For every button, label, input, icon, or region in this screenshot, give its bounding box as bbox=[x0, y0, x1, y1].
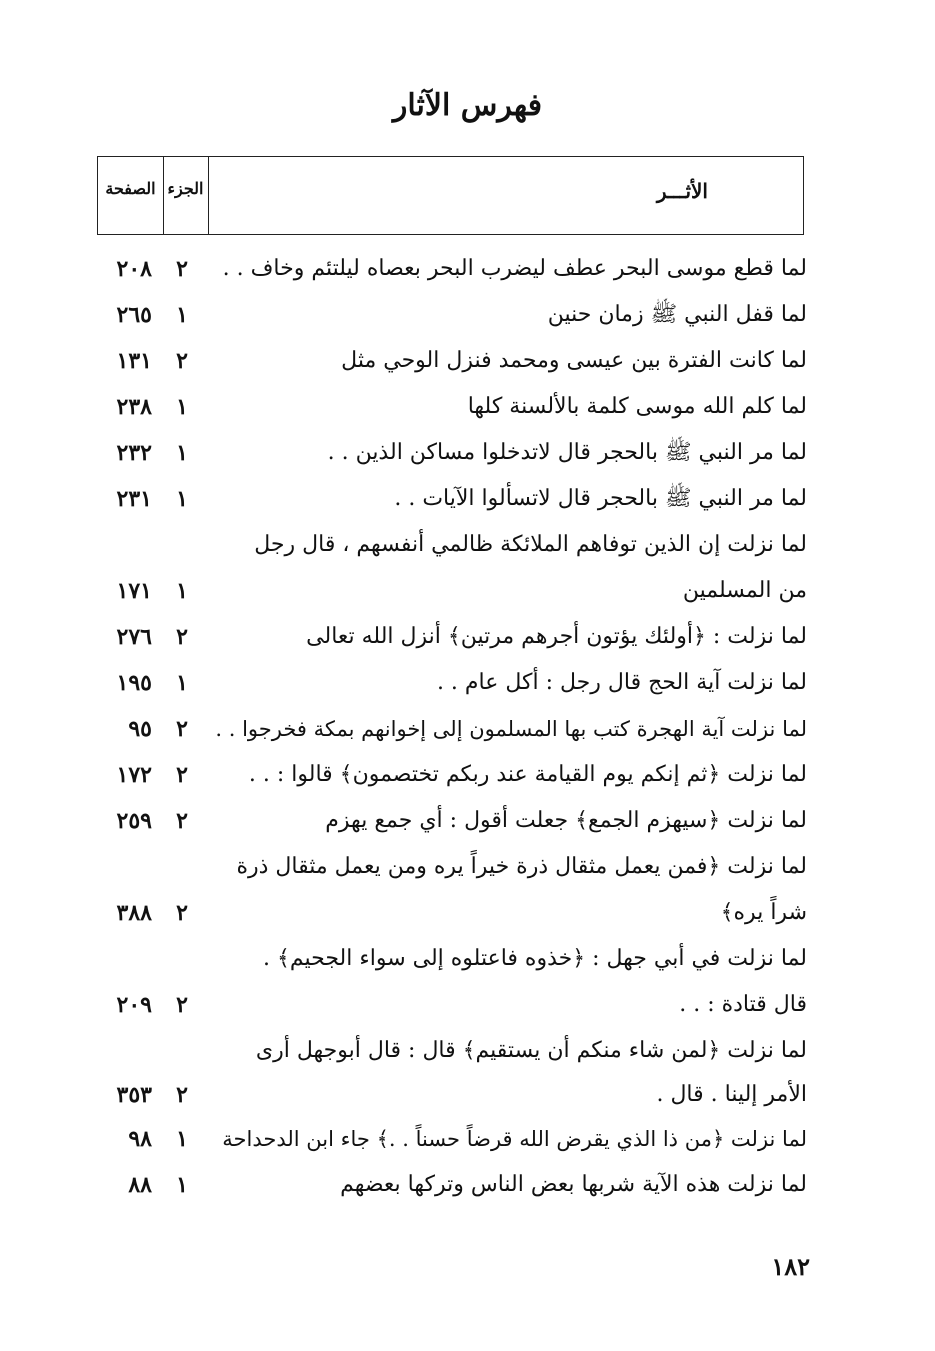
entry-volume: ١ bbox=[176, 1126, 188, 1152]
entry-page: ٢٣٨ bbox=[116, 394, 152, 420]
entry-text-continued: شراً يره﴾ bbox=[720, 900, 807, 925]
header-narration: الأثـــر bbox=[656, 179, 708, 203]
entry-page: ٣٨٨ bbox=[116, 900, 152, 926]
entry-text: لما نزلت آية الهجرة كتب بها المسلمون إلى إخوانهم بمكة فخرجوا . . bbox=[215, 717, 807, 741]
entry-page: ٨٨ bbox=[128, 1172, 152, 1198]
entry-volume: ٢ bbox=[176, 348, 188, 374]
header-page: الصفحة bbox=[105, 179, 156, 198]
entry-volume: ٢ bbox=[176, 1082, 188, 1108]
entry-volume: ٢ bbox=[176, 256, 188, 282]
header-volume: الجزء bbox=[167, 179, 204, 198]
entry-volume: ٢ bbox=[176, 900, 188, 926]
entry-volume: ٢ bbox=[176, 762, 188, 788]
entry-page: ٢٣١ bbox=[116, 486, 152, 512]
table-header bbox=[97, 156, 804, 235]
entry-text: لما قفل النبي ﷺ زمان حنين bbox=[547, 302, 807, 327]
entry-text: لما نزلت ﴿من ذا الذي يقرض الله قرضاً حسناً . .﴾ جاء ابن الدحداحة bbox=[222, 1127, 807, 1151]
entry-volume: ١ bbox=[176, 1172, 188, 1198]
entry-text: لما نزلت ﴿لمن شاء منكم أن يستقيم﴾ قال : قال أبوجهل أرى bbox=[255, 1038, 807, 1063]
entry-volume: ٢ bbox=[176, 808, 188, 834]
entry-volume: ١ bbox=[176, 394, 188, 420]
entry-text: لما مر النبي ﷺ بالحجر قال لاتدخلوا مساكن الذين . . bbox=[327, 440, 807, 465]
page-number: ١٨٢ bbox=[771, 1252, 810, 1281]
entry-volume: ١ bbox=[176, 302, 188, 328]
entry-page: ٩٥ bbox=[128, 716, 152, 742]
entry-text: لما مر النبي ﷺ بالحجر قال لاتسألوا الآيات . . bbox=[394, 486, 807, 511]
entry-page: ٩٨ bbox=[128, 1126, 152, 1152]
entry-page: ١٩٥ bbox=[116, 670, 152, 696]
entry-text: لما نزلت ﴿سيهزم الجمع﴾ جعلت أقول : أي جمع يهزم bbox=[325, 808, 807, 833]
entry-page: ٢٠٩ bbox=[116, 992, 152, 1018]
entry-page: ١٣١ bbox=[116, 348, 152, 374]
entry-text: لما نزلت ﴿فمن يعمل مثقال ذرة خيراً يره ومن يعمل مثقال ذرة bbox=[236, 854, 807, 879]
entry-page: ٢٦٥ bbox=[116, 302, 152, 328]
entry-volume: ١ bbox=[176, 486, 188, 512]
entry-page: ٢٠٨ bbox=[116, 256, 152, 282]
column-divider bbox=[208, 157, 209, 234]
entry-page: ١٧٢ bbox=[116, 762, 152, 788]
entry-volume: ١ bbox=[176, 670, 188, 696]
entry-page: ٢٧٦ bbox=[116, 624, 152, 650]
entry-volume: ١ bbox=[176, 578, 188, 604]
entry-text: لما نزلت إن الذين توفاهم الملائكة ظالمي أنفسهم ، قال رجل bbox=[254, 532, 807, 557]
entry-text: لما قطع موسى البحر عطف ليضرب البحر بعصاه ليلتئم وخاف . . bbox=[222, 256, 807, 281]
entry-text: لما نزلت آية الحج قال رجل : أكل عام . . bbox=[436, 670, 807, 695]
entry-page: ٢٣٢ bbox=[116, 440, 152, 466]
entry-text: لما كلم الله موسى كلمة بالألسنة كلها bbox=[467, 394, 807, 419]
entry-volume: ٢ bbox=[176, 992, 188, 1018]
entry-text-continued: قال قتادة : . . bbox=[679, 992, 807, 1017]
entry-page: ٢٥٩ bbox=[116, 808, 152, 834]
entry-volume: ٢ bbox=[176, 624, 188, 650]
entry-text: لما نزلت ﴿ثم إنكم يوم القيامة عند ربكم تختصمون﴾ قالوا : . . bbox=[248, 762, 807, 787]
entry-text: لما نزلت : ﴿أولئك يؤتون أجرهم مرتين﴾ أنزل الله تعالى bbox=[306, 624, 807, 649]
entry-text: لما كانت الفترة بين عيسى ومحمد فنزل الوحي مثل bbox=[341, 348, 807, 373]
entry-volume: ٢ bbox=[176, 716, 188, 742]
entry-page: ١٧١ bbox=[116, 578, 152, 604]
entry-text: لما نزلت هذه الآية شربها بعض الناس وتركها بعضهم bbox=[340, 1172, 807, 1197]
entry-page: ٣٥٣ bbox=[116, 1082, 152, 1108]
entry-text-continued: الأمر إلينا . قال . bbox=[656, 1082, 807, 1107]
page-title: فهرس الآثار bbox=[392, 88, 543, 123]
entry-text-continued: من المسلمين bbox=[682, 578, 807, 603]
entry-text: لما نزلت في أبي جهل : ﴿خذوه فاعتلوه إلى سواء الجحيم﴾ . bbox=[263, 946, 807, 971]
entry-volume: ١ bbox=[176, 440, 188, 466]
